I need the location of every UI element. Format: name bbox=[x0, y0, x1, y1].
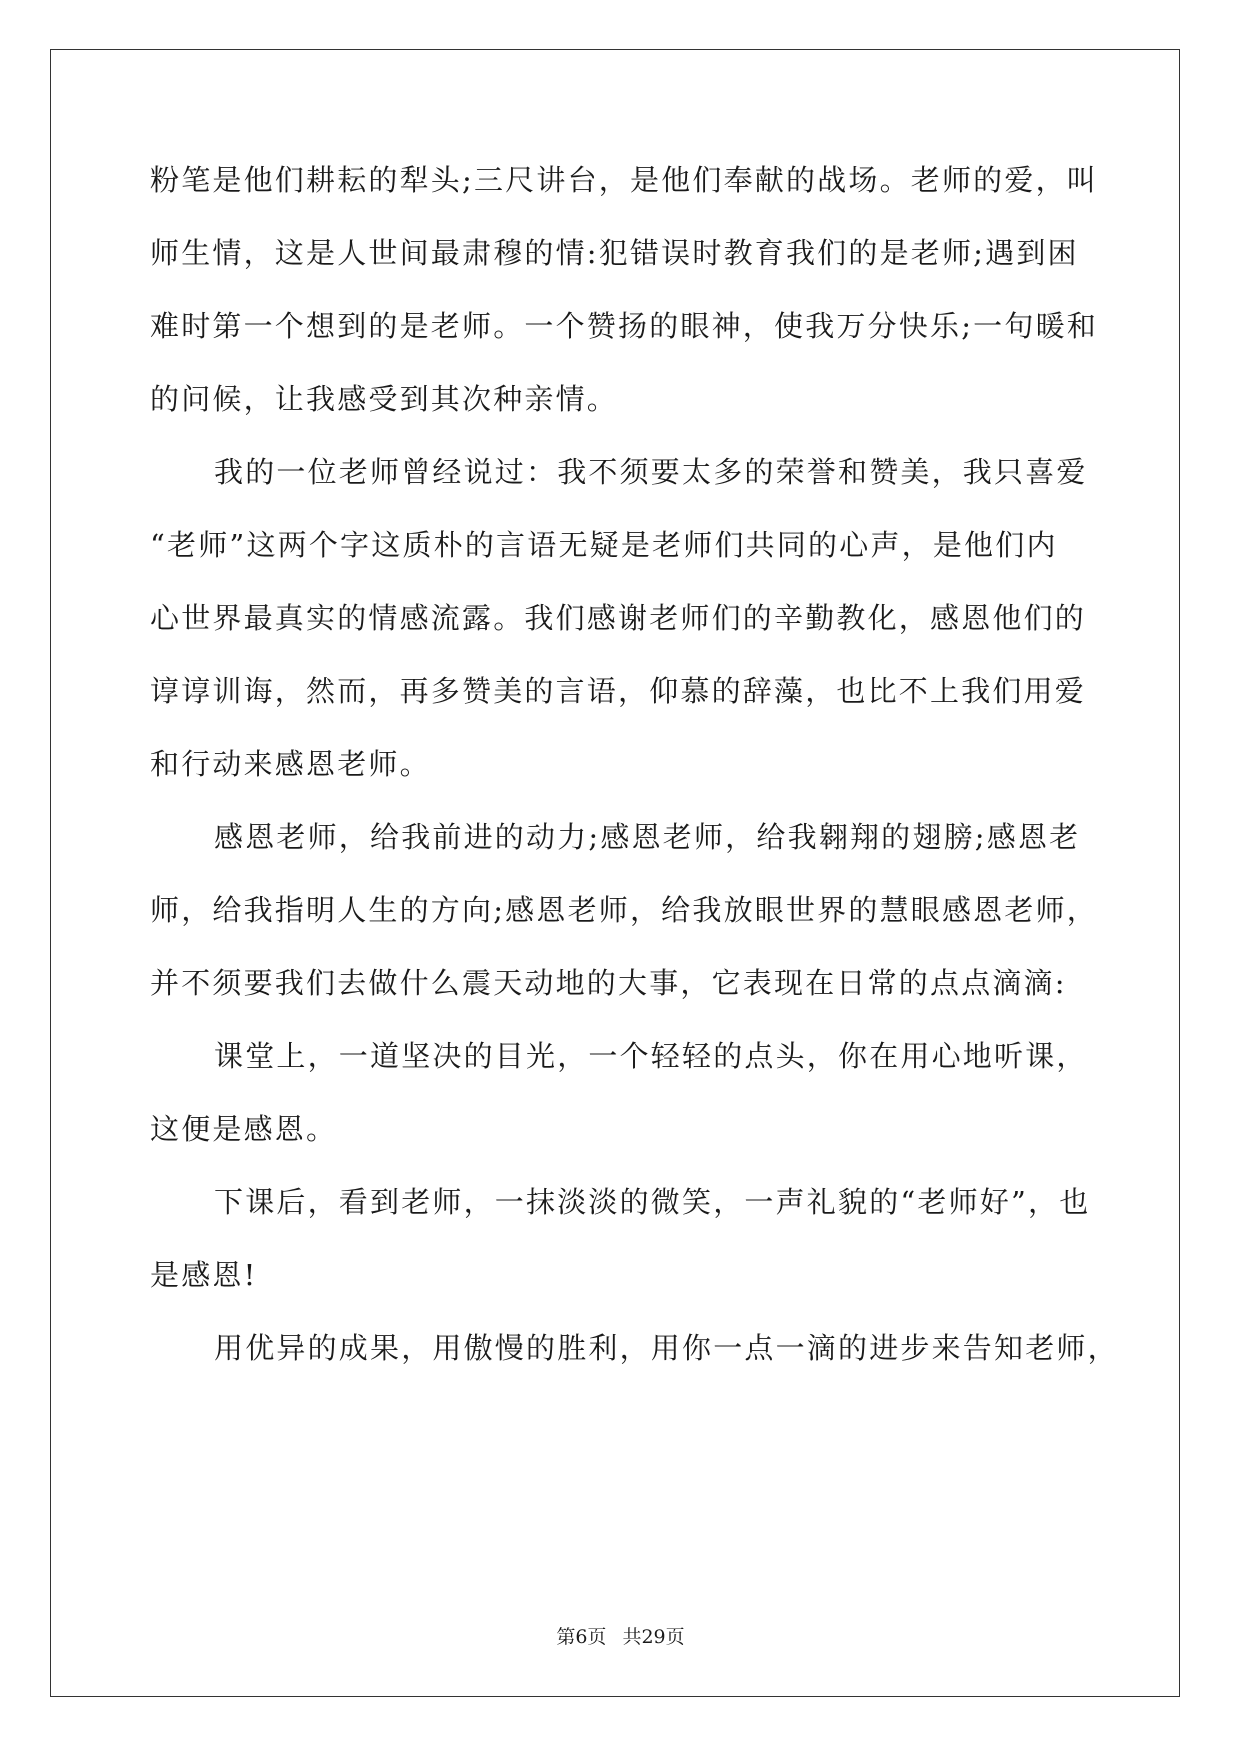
text-line: 课堂上，一道坚决的目光，一个轻轻的点头，你在用心地听课， bbox=[214, 1039, 1088, 1073]
text-line: 的问候，让我感受到其次种亲情。 bbox=[150, 382, 619, 416]
text-line: 和行动来感恩老师。 bbox=[150, 747, 431, 781]
text-line: 用优异的成果，用傲慢的胜利，用你一点一滴的进步来告知老师， bbox=[214, 1331, 1119, 1365]
text-line: 是感恩! bbox=[150, 1258, 258, 1292]
text-line: 心世界最真实的情感流露。我们感谢老师们的辛勤教化，感恩他们的 bbox=[150, 601, 1087, 635]
text-line: 师生情，这是人世间最肃穆的情:犯错误时教育我们的是老师;遇到困 bbox=[150, 236, 1079, 270]
text-line: 粉笔是他们耕耘的犁头;三尺讲台，是他们奉献的战场。老师的爱，叫 bbox=[150, 163, 1098, 197]
text-line: 下课后，看到老师，一抹淡淡的微笑，一声礼貌的“老师好”，也 bbox=[214, 1185, 1091, 1219]
text-line: 谆谆训诲，然而，再多赞美的言语，仰慕的辞藻，也比不上我们用爱 bbox=[150, 674, 1087, 708]
text-line: 难时第一个想到的是老师。一个赞扬的眼神，使我万分快乐;一句暖和 bbox=[150, 309, 1098, 343]
page-border bbox=[50, 49, 1180, 1697]
page-total: 共29页 bbox=[622, 1626, 685, 1648]
text-line: 师，给我指明人生的方向;感恩老师，给我放眼世界的慧眼感恩老师， bbox=[150, 893, 1098, 927]
text-line: 感恩老师，给我前进的动力;感恩老师，给我翱翔的翅膀;感恩老 bbox=[214, 820, 1081, 854]
page-footer bbox=[0, 1622, 1241, 1649]
text-line: 并不须要我们去做什么震天动地的大事，它表现在日常的点点滴滴: bbox=[150, 966, 1067, 1000]
text-line: 我的一位老师曾经说过：我不须要太多的荣誉和赞美，我只喜爱 bbox=[214, 455, 1088, 489]
page-number: 第6页 bbox=[556, 1626, 607, 1648]
text-line: “老师”这两个字这质朴的言语无疑是老师们共同的心声，是他们内 bbox=[150, 528, 1058, 562]
text-line: 这便是感恩。 bbox=[150, 1112, 338, 1146]
